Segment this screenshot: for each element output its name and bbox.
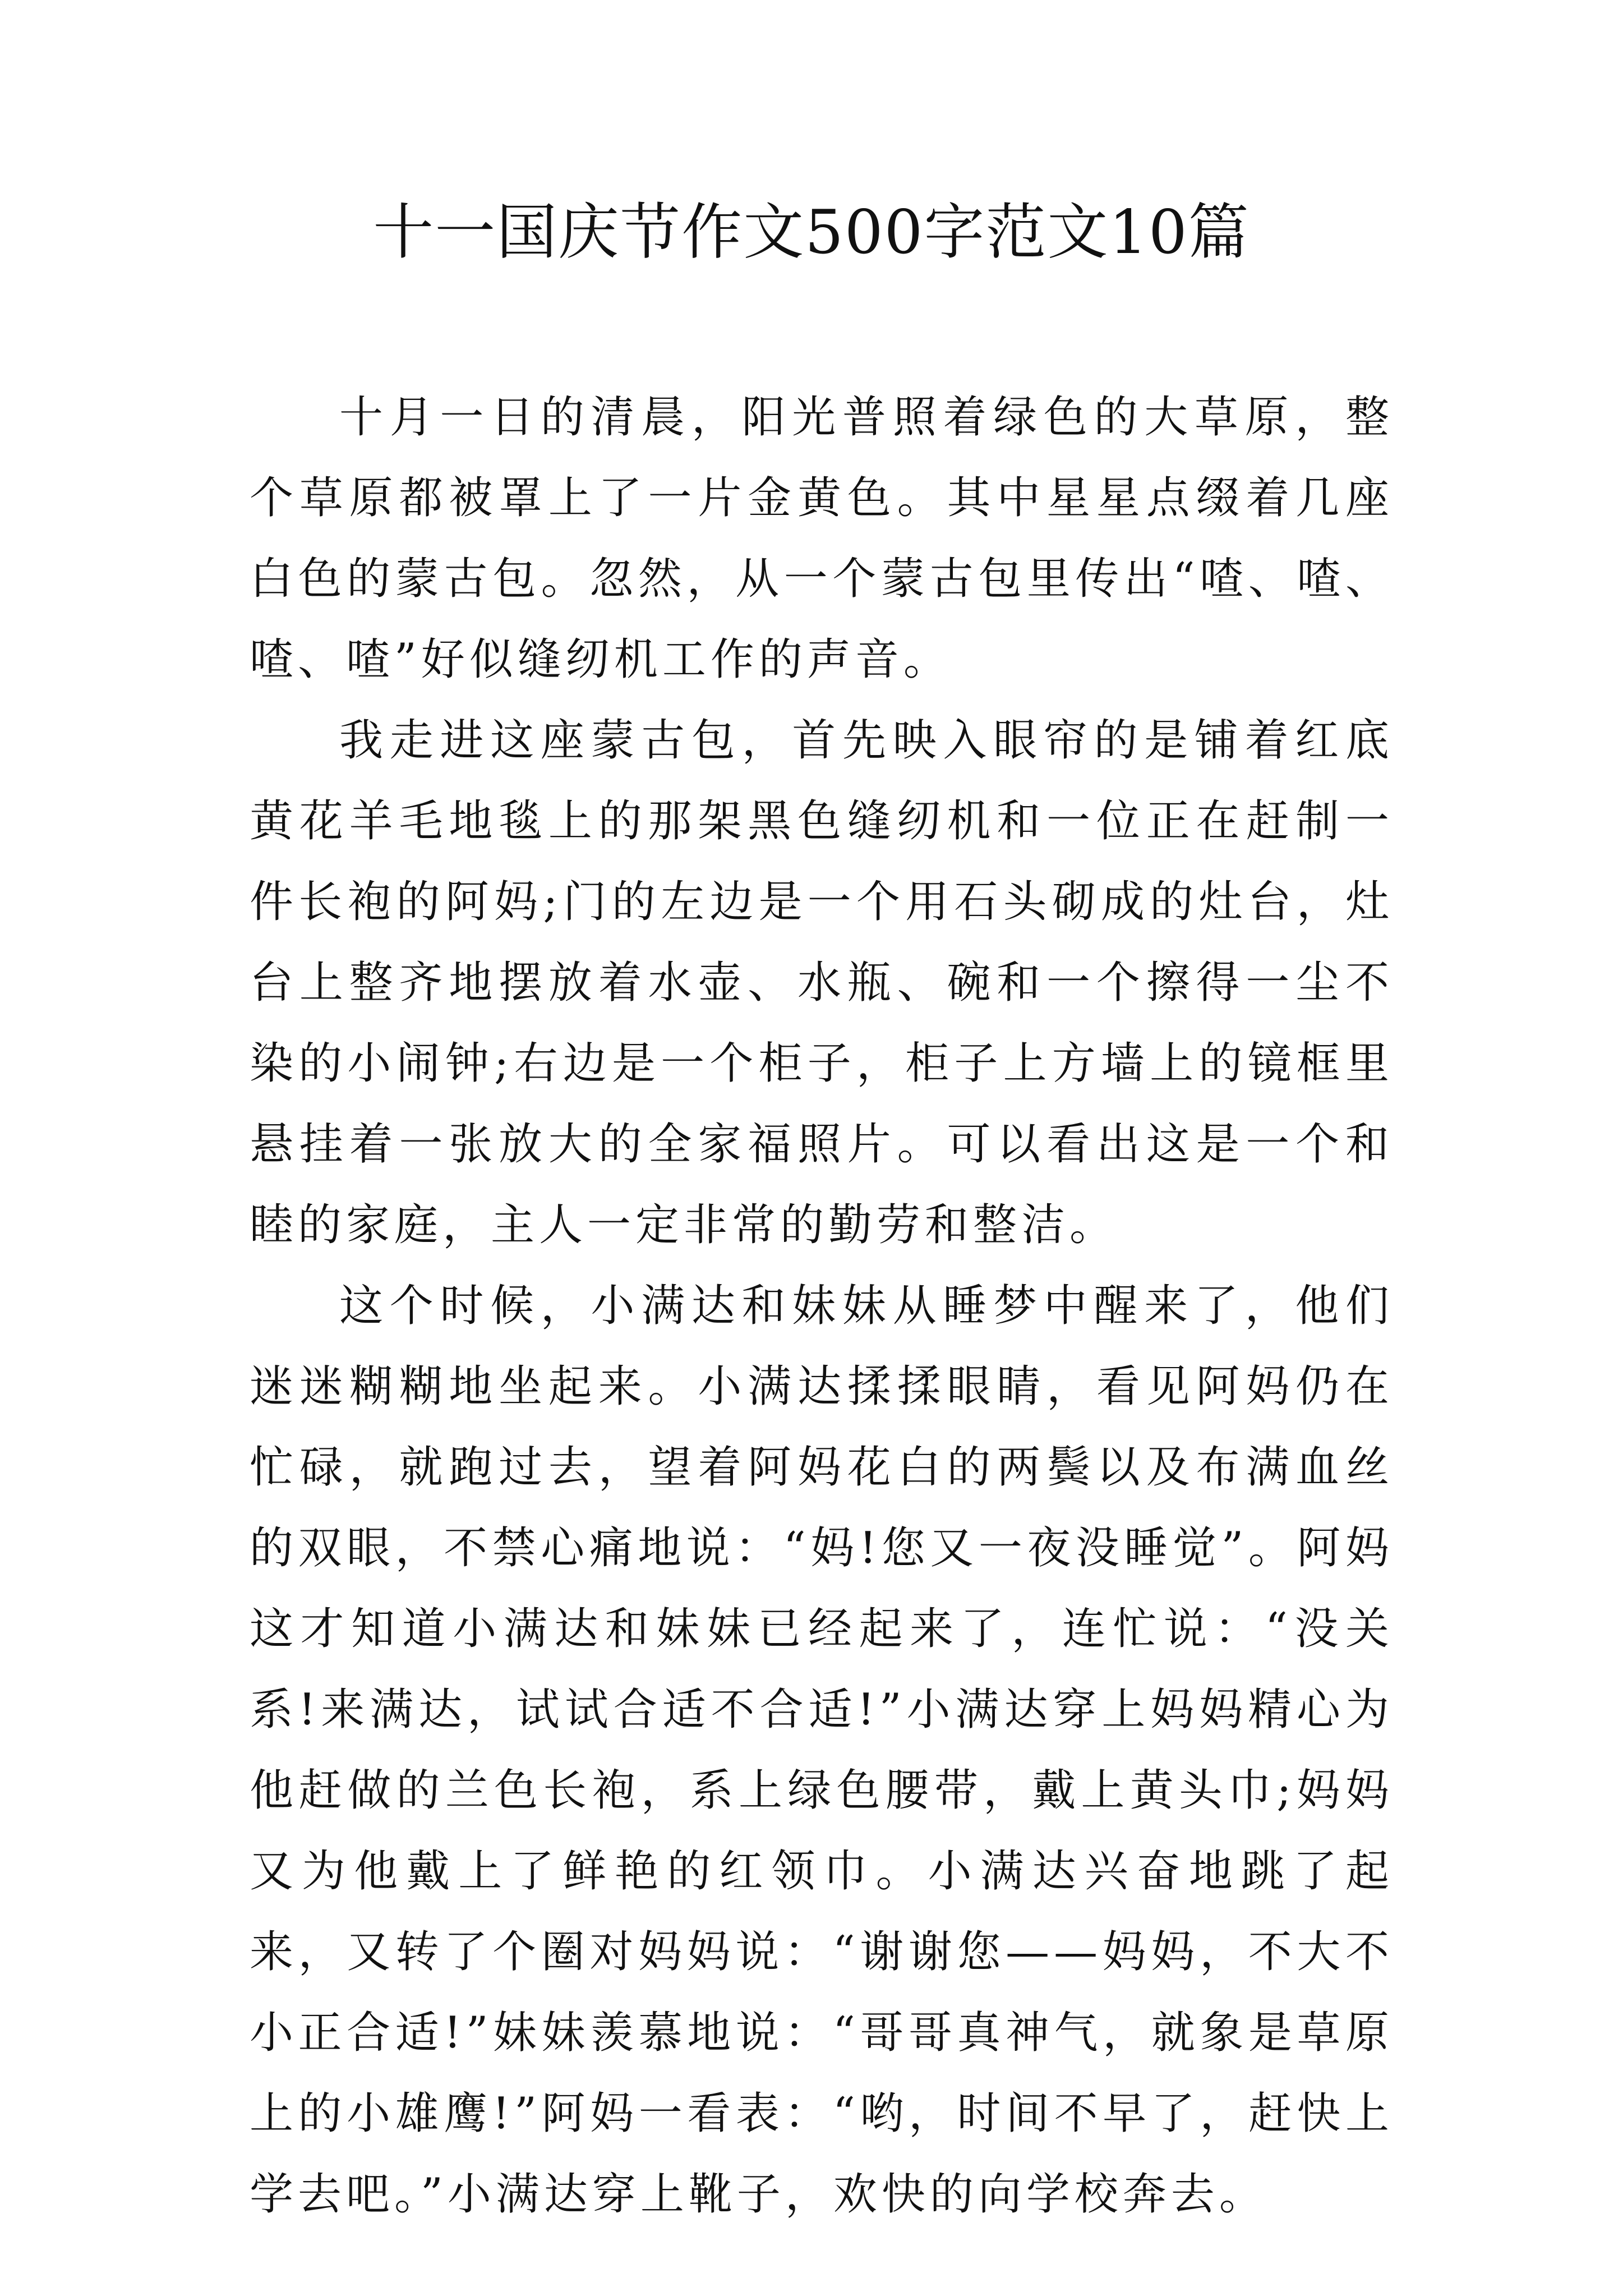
paragraph-3: 这个时候，小满达和妹妹从睡梦中醒来了，他们迷迷糊糊地坐起来。小满达揉揉眼睛，看见阿妈仍在忙碌，就跑过去，望着阿妈花白的两鬓以及布满血丝的双眼，不禁心痛地说：“妈!您又一夜没睡觉”。阿妈这才知道小满达和妹妹已经起来了，连忙说：“没关系!来满达，试试合适不合适!”小满达穿上妈妈精心为他赶做的兰色长袍，系上绿色腰带，戴上黄头巾;妈妈又为他戴上了鲜艳的红领巾。小满达兴奋地跳了起来，又转了个圈对妈妈说：“谢谢您——妈妈，不大不小正合适!”妹妹羡慕地说：“哥哥真神气，就象是草原上的小雄鹰!”阿妈一看表：“哟，时间不早了，赶快上学去吧。”小满达穿上靴子，欢快的向学校奔去。 xyxy=(250,1281,1394,2220)
paragraph-1: 十月一日的清晨，阳光普照着绿色的大草原，整个草原都被罩上了一片金黄色。其中星星点缀着几座白色的蒙古包。忽然，从一个蒙古包里传出“喳、喳、喳、喳”好似缝纫机工作的声音。 xyxy=(250,392,1394,685)
document-title: 十一国庆节作文500字范文10篇 xyxy=(373,197,1250,268)
document-body xyxy=(250,377,1394,2235)
paragraph-2: 我走进这座蒙古包，首先映入眼帘的是铺着红底黄花羊毛地毯上的那架黑色缝纫机和一位正在赶制一件长袍的阿妈;门的左边是一个用石头砌成的灶台，灶台上整齐地摆放着水壶、水瓶、碗和一个擦得一尘不染的小闹钟;右边是一个柜子，柜子上方墙上的镜框里悬挂着一张放大的全家福照片。可以看出这是一个和睦的家庭，主人一定非常的勤劳和整洁。 xyxy=(250,715,1394,1250)
